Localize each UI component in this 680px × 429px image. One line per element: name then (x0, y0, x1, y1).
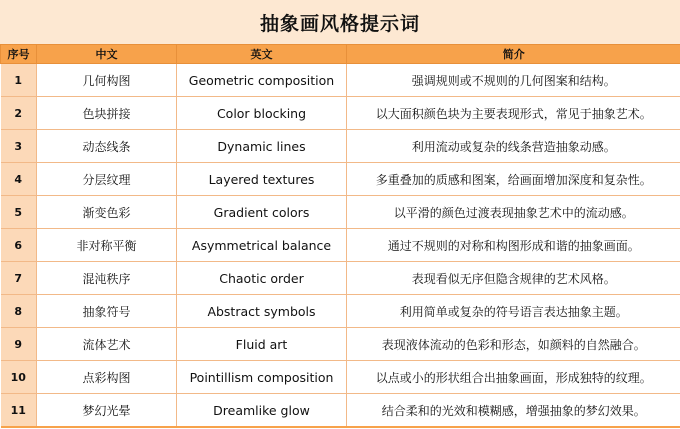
header-chinese: 中文 (37, 45, 177, 64)
row-english: Dreamlike glow (177, 394, 347, 428)
row-english: Pointillism composition (177, 361, 347, 394)
row-number: 6 (1, 229, 37, 262)
row-english: Gradient colors (177, 196, 347, 229)
row-number: 11 (1, 394, 37, 428)
table-row (1, 64, 680, 97)
row-chinese: 混沌秩序 (37, 262, 177, 295)
row-chinese: 梦幻光晕 (37, 394, 177, 428)
row-chinese: 渐变色彩 (37, 196, 177, 229)
row-chinese: 色块拼接 (37, 97, 177, 130)
row-english: Asymmetrical balance (177, 229, 347, 262)
table-row (1, 196, 680, 229)
row-description: 多重叠加的质感和图案，给画面增加深度和复杂性。 (347, 163, 680, 196)
row-english: Abstract symbols (177, 295, 347, 328)
row-english: Geometric composition (177, 64, 347, 97)
header-description: 简介 (347, 45, 680, 64)
row-description: 以平滑的颜色过渡表现抽象艺术中的流动感。 (347, 196, 680, 229)
row-chinese: 非对称平衡 (37, 229, 177, 262)
row-description: 表现看似无序但隐含规律的艺术风格。 (347, 262, 680, 295)
page-title: 抽象画风格提示词 (0, 0, 680, 45)
header-english: 英文 (177, 45, 347, 64)
table-row (1, 130, 680, 163)
row-number: 4 (1, 163, 37, 196)
row-english: Dynamic lines (177, 130, 347, 163)
table-row (1, 361, 680, 394)
row-description: 表现液体流动的色彩和形态，如颜料的自然融合。 (347, 328, 680, 361)
row-chinese: 抽象符号 (37, 295, 177, 328)
row-description: 利用简单或复杂的符号语言表达抽象主题。 (347, 295, 680, 328)
table-row (1, 394, 680, 428)
row-number: 10 (1, 361, 37, 394)
row-chinese: 点彩构图 (37, 361, 177, 394)
row-number: 3 (1, 130, 37, 163)
row-description: 以点或小的形状组合出抽象画面，形成独特的纹理。 (347, 361, 680, 394)
header-number: 序号 (1, 45, 37, 64)
table-row (1, 262, 680, 295)
table-row (1, 97, 680, 130)
row-description: 结合柔和的光效和模糊感，增强抽象的梦幻效果。 (347, 394, 680, 428)
row-number: 9 (1, 328, 37, 361)
table-header-row (1, 45, 680, 64)
row-english: Fluid art (177, 328, 347, 361)
table-row (1, 163, 680, 196)
row-description: 强调规则或不规则的几何图案和结构。 (347, 64, 680, 97)
row-description: 通过不规则的对称和构图形成和谐的抽象画面。 (347, 229, 680, 262)
row-description: 以大面积颜色块为主要表现形式，常见于抽象艺术。 (347, 97, 680, 130)
row-english: Color blocking (177, 97, 347, 130)
row-chinese: 流体艺术 (37, 328, 177, 361)
row-number: 8 (1, 295, 37, 328)
row-chinese: 动态线条 (37, 130, 177, 163)
table-row (1, 328, 680, 361)
row-number: 1 (1, 64, 37, 97)
row-description: 利用流动或复杂的线条营造抽象动感。 (347, 130, 680, 163)
row-number: 2 (1, 97, 37, 130)
table-row (1, 229, 680, 262)
row-english: Chaotic order (177, 262, 347, 295)
row-chinese: 分层纹理 (37, 163, 177, 196)
row-english: Layered textures (177, 163, 347, 196)
row-chinese: 几何构图 (37, 64, 177, 97)
prompt-table (0, 44, 680, 428)
table-row (1, 295, 680, 328)
row-number: 5 (1, 196, 37, 229)
row-number: 7 (1, 262, 37, 295)
